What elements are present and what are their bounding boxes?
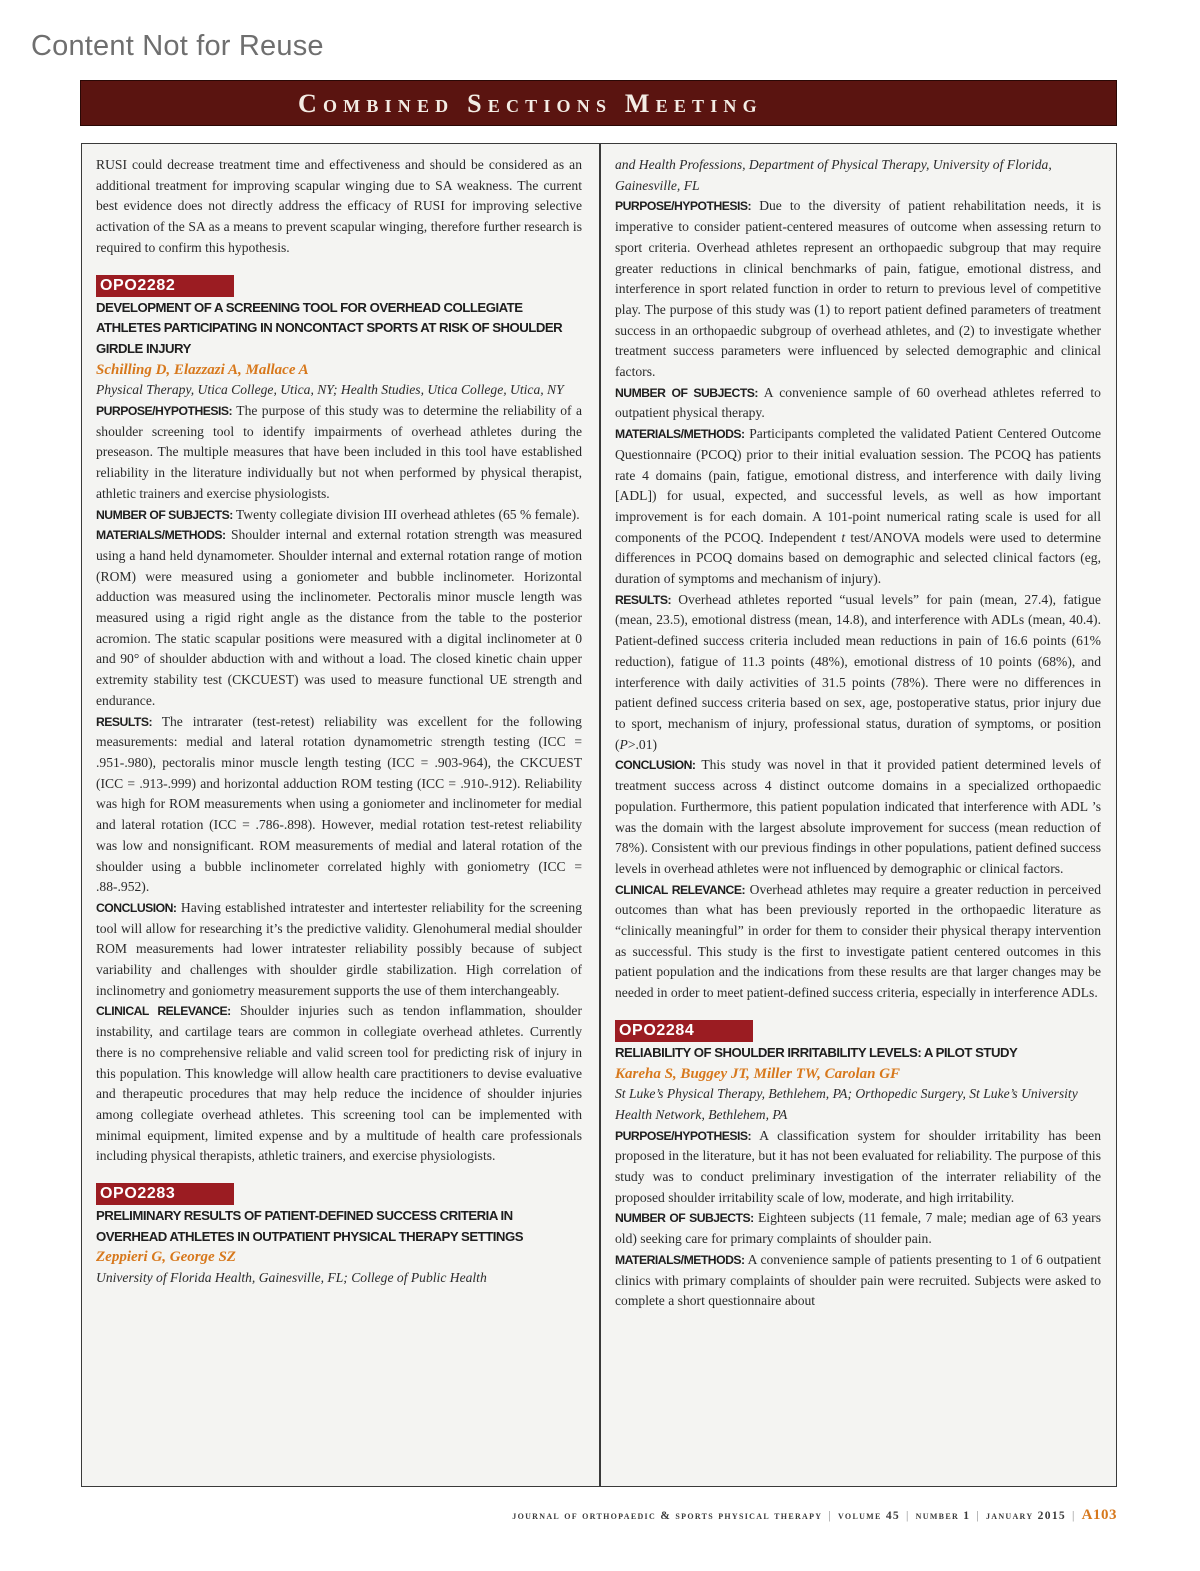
footer-separator: | xyxy=(1072,1509,1076,1522)
methods-section xyxy=(96,525,582,711)
abstract-title: RELIABILITY OF SHOULDER IRRITABILITY LEVELS: A PILOT STUDY xyxy=(615,1044,1018,1060)
purpose-section xyxy=(96,401,582,505)
section-text: A convenience sample of patients presenting to 1 of 6 outpatient clinics with primary complaints of shoulder pain were recruited. Subjects were asked to complete a short questionnaire about xyxy=(615,1251,1101,1309)
footer-separator: | xyxy=(976,1509,980,1522)
abstract-code: OPO2284 xyxy=(615,1020,753,1042)
page-footer xyxy=(512,1507,1117,1524)
abstract-authors: Kareha S, Buggey JT, Miller TW, Carolan GF xyxy=(615,1065,901,1082)
section-label: CONCLUSION: xyxy=(615,758,696,773)
section-label: CLINICAL RELEVANCE: xyxy=(615,882,746,897)
abstract-code: OPO2282 xyxy=(96,275,234,297)
abstract-title: PRELIMINARY RESULTS OF PATIENT-DEFINED SUCCESS CRITERIA IN OVERHEAD ATHLETES IN OUTPATIENT PHYSICAL THERAPY SETTINGS xyxy=(96,1208,523,1244)
conclusion-section xyxy=(615,755,1101,879)
results-section xyxy=(615,590,1101,756)
section-text: A convenience sample of 60 overhead athletes referred to outpatient physical therapy. xyxy=(615,384,1101,421)
section-label: PURPOSE/HYPOTHESIS: xyxy=(615,199,752,214)
purpose-section xyxy=(615,1126,1101,1209)
section-text: Shoulder injuries such as tendon inflammation, shoulder instability, and cartilage tears are common in collegiate overhead athletes. Currently there is no comprehensive reliable and valid screen tool for predicting risk of injury in this population. This knowledge will allow health care practitioners to devise evaluative and therapeutic procedures that may help reduce the incidence of shoulder injuries among collegiate overhead athletes. This screening tool can be implemented with minimal equipment, limited expense and by a multitude of health care professionals including physical therapists, athletic trainers, and exercise physiologists. xyxy=(96,1003,582,1164)
abstract-title: DEVELOPMENT OF A SCREENING TOOL FOR OVERHEAD COLLEGIATE ATHLETES PARTICIPATING IN NONCONTACT SPORTS AT RISK OF SHOULDER GIRDLE INJURY xyxy=(96,299,563,356)
abstract-affiliation-continued: and Health Professions, Department of Physical Therapy, University of Florida, Gainesville, FL xyxy=(615,157,1052,193)
section-label: PURPOSE/HYPOTHESIS: xyxy=(96,404,233,419)
abstract-affiliation: St Luke’s Physical Therapy, Bethlehem, PA; Orthopedic Surgery, St Luke’s University Health Network, Bethlehem, PA xyxy=(615,1086,1078,1122)
italic-t: t xyxy=(841,529,846,545)
section-text: This study was novel in that it provided patient determined levels of treatment success across 4 distinct outcome domains in a specialized orthopaedic population. Furthermore, this patient population indicated that interference with ADL ’s was the domain with the largest absolute improvement for success (mean reduction of 78%). Consistent with our previous findings in other populations, patient defined success levels in overhead athletes were not influenced by demographic or clinical factors. xyxy=(615,757,1101,876)
section-text: Participants completed the validated Patient Centered Outcome Questionnaire (PCOQ) prior to their initial evaluation session. The PCOQ has patients rate 4 domains (pain, fatigue, emotional distress, and interference with daily living [ADL]) for usual, expected, and successful levels, as well as how important improvement is for each domain. A 101-point numerical rating scale is used for all components of the PCOQ. Independent xyxy=(615,426,1101,545)
relevance-section xyxy=(615,880,1101,1004)
column-divider xyxy=(599,143,601,1487)
section-label: NUMBER OF SUBJECTS: xyxy=(615,385,758,400)
left-column xyxy=(96,155,582,1483)
section-label: MATERIALS/METHODS: xyxy=(615,1252,745,1267)
subjects-section xyxy=(96,505,582,526)
abstract-code: OPO2283 xyxy=(96,1183,234,1205)
section-text: The intrarater (test-retest) reliability was excellent for the following measurements: medial and lateral rotation dynamometric strength testing (ICC = .951-.980), pectoralis minor muscle length testing (ICC = .903-964), the CKCUEST (ICC = .913-.999) and horizontal adduction ROM testing (ICC = .910-.912). Reliability was high for ROM measurements when using a goniometer and inclinometer for medial and lateral rotation (ICC = .786-.898). However, medial rotation test-retest reliability was low and nonsignificant. ROM measurements of medial and lateral rotation of the shoulder using a bubble inclinometer correlated highly with goniometry (ICC = .88-.952). xyxy=(96,713,582,895)
footer-separator: | xyxy=(828,1509,832,1522)
section-label: MATERIALS/METHODS: xyxy=(96,528,226,543)
methods-section xyxy=(615,424,1101,590)
section-text: test/ANOVA models were used to determine differences in PCOQ domains based on demographic and selected clinical factors (eg, duration of symptoms and mechanism of injury). xyxy=(615,529,1101,587)
journal-volume: volume 45 xyxy=(838,1509,901,1522)
italic-p: P xyxy=(619,736,628,752)
section-label: NUMBER OF SUBJECTS: xyxy=(96,507,233,522)
journal-number: number 1 xyxy=(915,1509,971,1522)
journal-date: january 2015 xyxy=(985,1509,1067,1522)
page-number: A103 xyxy=(1081,1507,1117,1523)
section-text: Twenty collegiate division III overhead athletes (65 % female). xyxy=(235,506,580,522)
section-text: >.01) xyxy=(627,736,658,752)
section-label: MATERIALS/METHODS: xyxy=(615,427,745,442)
abstract-affiliation: Physical Therapy, Utica College, Utica, NY; Health Studies, Utica College, Utica, NY xyxy=(96,382,564,398)
abstract-authors: Zeppieri G, George SZ xyxy=(96,1249,236,1266)
conclusion-section xyxy=(96,898,582,1002)
section-banner: Combined Sections Meeting xyxy=(80,80,1117,126)
section-label: RESULTS: xyxy=(96,714,153,729)
relevance-section xyxy=(96,1001,582,1167)
watermark: Content Not for Reuse xyxy=(31,30,324,62)
subjects-section xyxy=(615,1208,1101,1249)
section-text: Due to the diversity of patient rehabilitation needs, it is imperative to consider patient-centered measures of outcome when assessing return to sport criteria. Overhead athletes represent an orthopaedic subgroup that may require greater reductions in clinical benchmarks of pain, fatigue, emotional distress, and interference in sport related function in order to return to previous level of competitive play. The purpose of this study was (1) to report patient defined parameters of treatment success in an orthopaedic subgroup of overhead athletes, and (2) to investigate whether treatment success parameters were influenced by selected demographic and clinical factors. xyxy=(615,198,1101,380)
methods-section xyxy=(615,1250,1101,1312)
footer-separator: | xyxy=(906,1509,910,1522)
results-section xyxy=(96,712,582,898)
section-label: CLINICAL RELEVANCE: xyxy=(96,1004,231,1019)
section-text: Eighteen subjects (11 female, 7 male; median age of 63 years old) seeking care for primary complaints of shoulder pain. xyxy=(615,1210,1101,1247)
section-label: CONCLUSION: xyxy=(96,900,177,915)
abstract-authors: Schilling D, Elazzazi A, Mallace A xyxy=(96,361,309,378)
section-text: Shoulder internal and external rotation strength was measured using a hand held dynamometer. Shoulder internal and external rotation range of motion (ROM) were measured using a goniometer and bubble inclinometer. Horizontal adduction was measured using the inclinometer. Pectoralis minor muscle length was measured using a rigid right angle as the distance from the table to the posterior acromion. The static scapular positions were measured with a digital inclinometer at 0 and 90° of shoulder abduction with and without a load. The closed kinetic chain upper extremity stability test (CKCUEST) was used to measure functional UE strength and endurance. xyxy=(96,527,582,708)
section-text: Overhead athletes may require a greater reduction in perceived outcomes than what has been previously reported in the orthopaedic literature as “clinically meaningful” in order for them to consider their physical therapy intervention as successful. This study is the first to investigate patient centered outcomes in this patient population and the indications from these results are that larger changes may be needed in order to meet patient-defined success criteria, especially in interference ADLs. xyxy=(615,881,1101,1001)
section-label: RESULTS: xyxy=(615,592,672,607)
section-label: PURPOSE/HYPOTHESIS: xyxy=(615,1128,752,1143)
right-column xyxy=(615,155,1101,1483)
section-text: Overhead athletes reported “usual levels” for pain (mean, 27.4), fatigue (mean, 23.5), emotional distress (mean, 14.8), and interference with ADLs (mean, 40.4). Patient-defined success criteria included mean reductions in pain of 16.6 points (61% reduction), fatigue of 11.3 points (48%), emotional distress of 10 points (68%), and interference with daily activities of 31.5 points (78%). There were no differences in patient defined success criteria based on sex, age, postoperative status, prior injury due to sport, mechanism of injury, professional status, duration of symptoms, or position ( xyxy=(615,591,1101,752)
section-text: The purpose of this study was to determine the reliability of a shoulder screening tool to identify impairments of overhead athletes during the preseason. The multiple measures that have been included in this tool have established reliability in the literature individually but not when performed by physical therapist, athletic trainers and exercise physiologists. xyxy=(96,403,582,501)
abstract-affiliation: University of Florida Health, Gainesville, FL; College of Public Health xyxy=(96,1270,487,1286)
journal-name: journal of orthopaedic & sports physical therapy xyxy=(512,1509,823,1522)
section-label: NUMBER OF SUBJECTS: xyxy=(615,1211,754,1226)
section-text: A classification system for shoulder irritability has been proposed in the literature, but it has not been evaluated for reliability. The purpose of this study was to conduct preliminary investigation of the interrater reliability of the proposed shoulder irritability scale of low, moderate, and high irritability. xyxy=(615,1127,1101,1205)
intro-paragraph: RUSI could decrease treatment time and effectiveness and should be considered as an additional treatment for improving scapular winging due to SA weakness. The current best evidence does not directly address the efficacy of RUSI for improving selective activation of the SA as a means to prevent scapular winging, therefore further research is required to confirm this hypothesis. xyxy=(96,157,582,255)
subjects-section xyxy=(615,383,1101,424)
purpose-section xyxy=(615,196,1101,382)
section-text: Having established intratester and intertester reliability for the screening tool will allow for researching it’s the predictive validity. Glenohumeral medial shoulder ROM measurements had lower intratester reliability possibly because of subject variability and challenges with shoulder girdle stabilization. High correlation of inclinometry and goniometry measurement supports the use of them interchangeably. xyxy=(96,899,582,998)
